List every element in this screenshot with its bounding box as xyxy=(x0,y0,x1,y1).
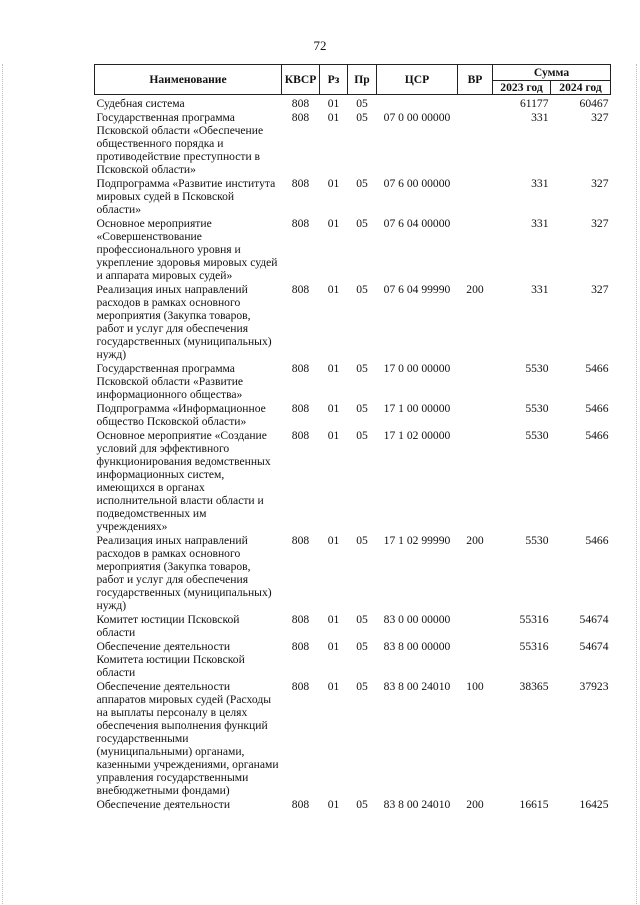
cell-rz: 01 xyxy=(327,640,340,653)
cell-sum-2024: 327 xyxy=(591,217,609,230)
scan-edge-left xyxy=(2,64,3,904)
cell-vr xyxy=(458,639,493,679)
cell-kvsr: 808 xyxy=(291,798,310,811)
cell-kvsr: 808 xyxy=(291,97,310,110)
cell-pr: 05 xyxy=(356,283,368,296)
table-row xyxy=(95,110,611,176)
cell-csr: 17 1 00 00000 xyxy=(383,402,451,415)
cell-rz: 01 xyxy=(327,217,340,230)
cell-pr: 05 xyxy=(356,402,368,415)
cell-sum-2024: 54674 xyxy=(579,640,609,653)
cell-vr xyxy=(458,612,493,639)
cell-sum-2024: 5466 xyxy=(585,534,609,547)
cell-kvsr: 808 xyxy=(291,217,310,230)
cell-sum-2024: 37923 xyxy=(579,680,609,693)
cell-vr xyxy=(458,401,493,428)
table-row xyxy=(95,216,611,282)
table-row xyxy=(95,679,611,797)
cell-csr xyxy=(377,95,458,111)
cell-name: Обеспечение деятельности xyxy=(96,798,231,811)
cell-name: Основное мероприятие «Создание условий для эффективного функционирования ведомственных информационных систем, имеющихся в органах исполнительной власти области и подведомственных им учреждениях» xyxy=(96,429,271,533)
cell-kvsr: 808 xyxy=(291,111,310,124)
header-year-2023: 2023 год xyxy=(493,81,551,95)
cell-name: Судебная система xyxy=(96,97,185,110)
cell-sum-2024: 5466 xyxy=(585,362,609,375)
table-header xyxy=(95,65,611,95)
cell-sum-2024: 5466 xyxy=(585,429,609,442)
cell-name: Обеспечение деятельности аппаратов мировых судей (Расходы на выплаты персоналу в целях обеспечения выполнения функций государственными (муниципальными) органами, казенными учреждениями, органами управления государственными внебюджетными фондами) xyxy=(96,680,279,797)
cell-rz: 01 xyxy=(327,283,340,296)
cell-rz: 01 xyxy=(327,177,340,190)
table-row xyxy=(95,612,611,639)
cell-sum-2023: 331 xyxy=(531,111,549,124)
cell-name: Комитет юстиции Псковской области xyxy=(96,613,240,639)
page-number: 72 xyxy=(313,38,327,53)
table-row xyxy=(95,361,611,401)
cell-pr: 05 xyxy=(356,111,368,124)
cell-vr xyxy=(458,216,493,282)
cell-vr xyxy=(458,110,493,176)
header-pr: Пр xyxy=(348,65,377,95)
cell-sum-2023: 331 xyxy=(531,283,549,296)
cell-sum-2024: 327 xyxy=(591,177,609,190)
cell-sum-2023: 55316 xyxy=(519,640,549,653)
cell-sum-2023: 55316 xyxy=(519,613,549,626)
cell-vr xyxy=(458,95,493,111)
cell-csr: 83 8 00 00000 xyxy=(383,640,451,653)
cell-sum-2024: 54674 xyxy=(579,613,609,626)
cell-sum-2024: 327 xyxy=(591,111,609,124)
table-row xyxy=(95,176,611,216)
cell-rz: 01 xyxy=(327,402,340,415)
cell-rz: 01 xyxy=(327,362,340,375)
cell-name: Обеспечение деятельности Комитета юстиции Псковской области xyxy=(96,640,245,679)
table-row xyxy=(95,639,611,679)
header-rz: Рз xyxy=(320,65,348,95)
cell-csr: 17 0 00 00000 xyxy=(383,362,451,375)
header-vr: ВР xyxy=(458,65,493,95)
cell-vr: 200 xyxy=(466,283,484,296)
cell-vr: 200 xyxy=(466,534,484,547)
cell-name: Реализация иных направлений расходов в рамках основного мероприятия (Закупка товаров, работ и услуг для обеспечения государственных (муниципальных) нужд) xyxy=(96,534,272,612)
cell-kvsr: 808 xyxy=(291,177,310,190)
cell-rz: 01 xyxy=(327,680,340,693)
cell-rz: 01 xyxy=(327,534,340,547)
cell-sum-2023: 331 xyxy=(531,217,549,230)
cell-kvsr: 808 xyxy=(291,680,310,693)
cell-sum-2023: 5530 xyxy=(525,429,549,442)
cell-sum-2023: 16615 xyxy=(519,798,549,811)
cell-kvsr: 808 xyxy=(291,362,310,375)
cell-csr: 17 1 02 99990 xyxy=(383,534,451,547)
table-body xyxy=(95,95,611,812)
cell-rz: 01 xyxy=(327,111,340,124)
cell-sum-2023: 331 xyxy=(531,177,549,190)
cell-sum-2024: 5466 xyxy=(585,402,609,415)
cell-csr: 17 1 02 00000 xyxy=(383,429,451,442)
cell-pr: 05 xyxy=(356,429,368,442)
cell-csr: 07 6 04 00000 xyxy=(383,217,451,230)
header-year-2024: 2024 год xyxy=(551,81,611,95)
header-sum: Сумма xyxy=(493,65,611,81)
cell-name: Подпрограмма «Развитие института мировых судей в Псковской области» xyxy=(96,177,276,216)
cell-sum-2023: 5530 xyxy=(525,534,549,547)
cell-kvsr: 808 xyxy=(291,402,310,415)
cell-rz: 01 xyxy=(327,429,340,442)
cell-csr: 83 8 00 24010 xyxy=(383,798,451,811)
cell-rz: 01 xyxy=(327,613,340,626)
cell-vr: 200 xyxy=(466,798,484,811)
cell-pr: 05 xyxy=(356,680,368,693)
cell-pr: 05 xyxy=(356,97,368,110)
cell-sum-2023: 5530 xyxy=(525,362,549,375)
table-row xyxy=(95,428,611,533)
cell-vr: 100 xyxy=(466,680,484,693)
cell-kvsr: 808 xyxy=(291,534,310,547)
cell-csr: 83 0 00 00000 xyxy=(383,613,451,626)
cell-csr: 07 6 00 00000 xyxy=(383,177,451,190)
cell-sum-2023: 5530 xyxy=(525,402,549,415)
cell-vr xyxy=(458,361,493,401)
header-kvsr: КВСР xyxy=(282,65,320,95)
cell-csr: 07 0 00 00000 xyxy=(383,111,451,124)
cell-kvsr: 808 xyxy=(291,283,310,296)
table-row xyxy=(95,401,611,428)
cell-pr: 05 xyxy=(356,534,368,547)
cell-name: Основное мероприятие «Совершенствование профессионального уровня и укрепление здоровья мировых судей и аппарата мировых судей» xyxy=(96,217,278,282)
table-row xyxy=(95,95,611,111)
cell-sum-2023: 38365 xyxy=(519,680,549,693)
cell-pr: 05 xyxy=(356,798,368,811)
cell-kvsr: 808 xyxy=(291,429,310,442)
cell-rz: 01 xyxy=(327,97,340,110)
cell-pr: 05 xyxy=(356,640,368,653)
cell-sum-2024: 16425 xyxy=(579,798,609,811)
table-row xyxy=(95,282,611,361)
cell-name: Государственная программа Псковской области «Развитие информационного общества» xyxy=(96,362,244,401)
cell-name: Реализация иных направлений расходов в рамках основного мероприятия (Закупка товаров, работ и услуг для обеспечения государственных (муниципальных) нужд) xyxy=(96,283,272,361)
cell-kvsr: 808 xyxy=(291,613,310,626)
header-csr: ЦСР xyxy=(377,65,458,95)
cell-pr: 05 xyxy=(356,217,368,230)
cell-pr: 05 xyxy=(356,613,368,626)
cell-sum-2024: 60467 xyxy=(579,97,609,110)
cell-name: Подпрограмма «Информационное общество Псковской области» xyxy=(96,402,266,428)
cell-csr: 83 8 00 24010 xyxy=(383,680,451,693)
cell-sum-2024: 327 xyxy=(591,283,609,296)
cell-vr xyxy=(458,176,493,216)
table-row xyxy=(95,533,611,612)
cell-name: Государственная программа Псковской области «Обеспечение общественного порядка и противодействие преступности в Псковской области» xyxy=(96,111,264,176)
cell-rz: 01 xyxy=(327,798,340,811)
cell-csr: 07 6 04 99990 xyxy=(383,283,451,296)
cell-pr: 05 xyxy=(356,177,368,190)
cell-kvsr: 808 xyxy=(291,640,310,653)
scan-edge-right xyxy=(636,64,637,904)
table-row xyxy=(95,797,611,811)
header-name: Наименование xyxy=(95,65,282,95)
cell-pr: 05 xyxy=(356,362,368,375)
budget-table xyxy=(94,64,611,811)
cell-sum-2023: 61177 xyxy=(519,97,549,110)
cell-vr xyxy=(458,428,493,533)
